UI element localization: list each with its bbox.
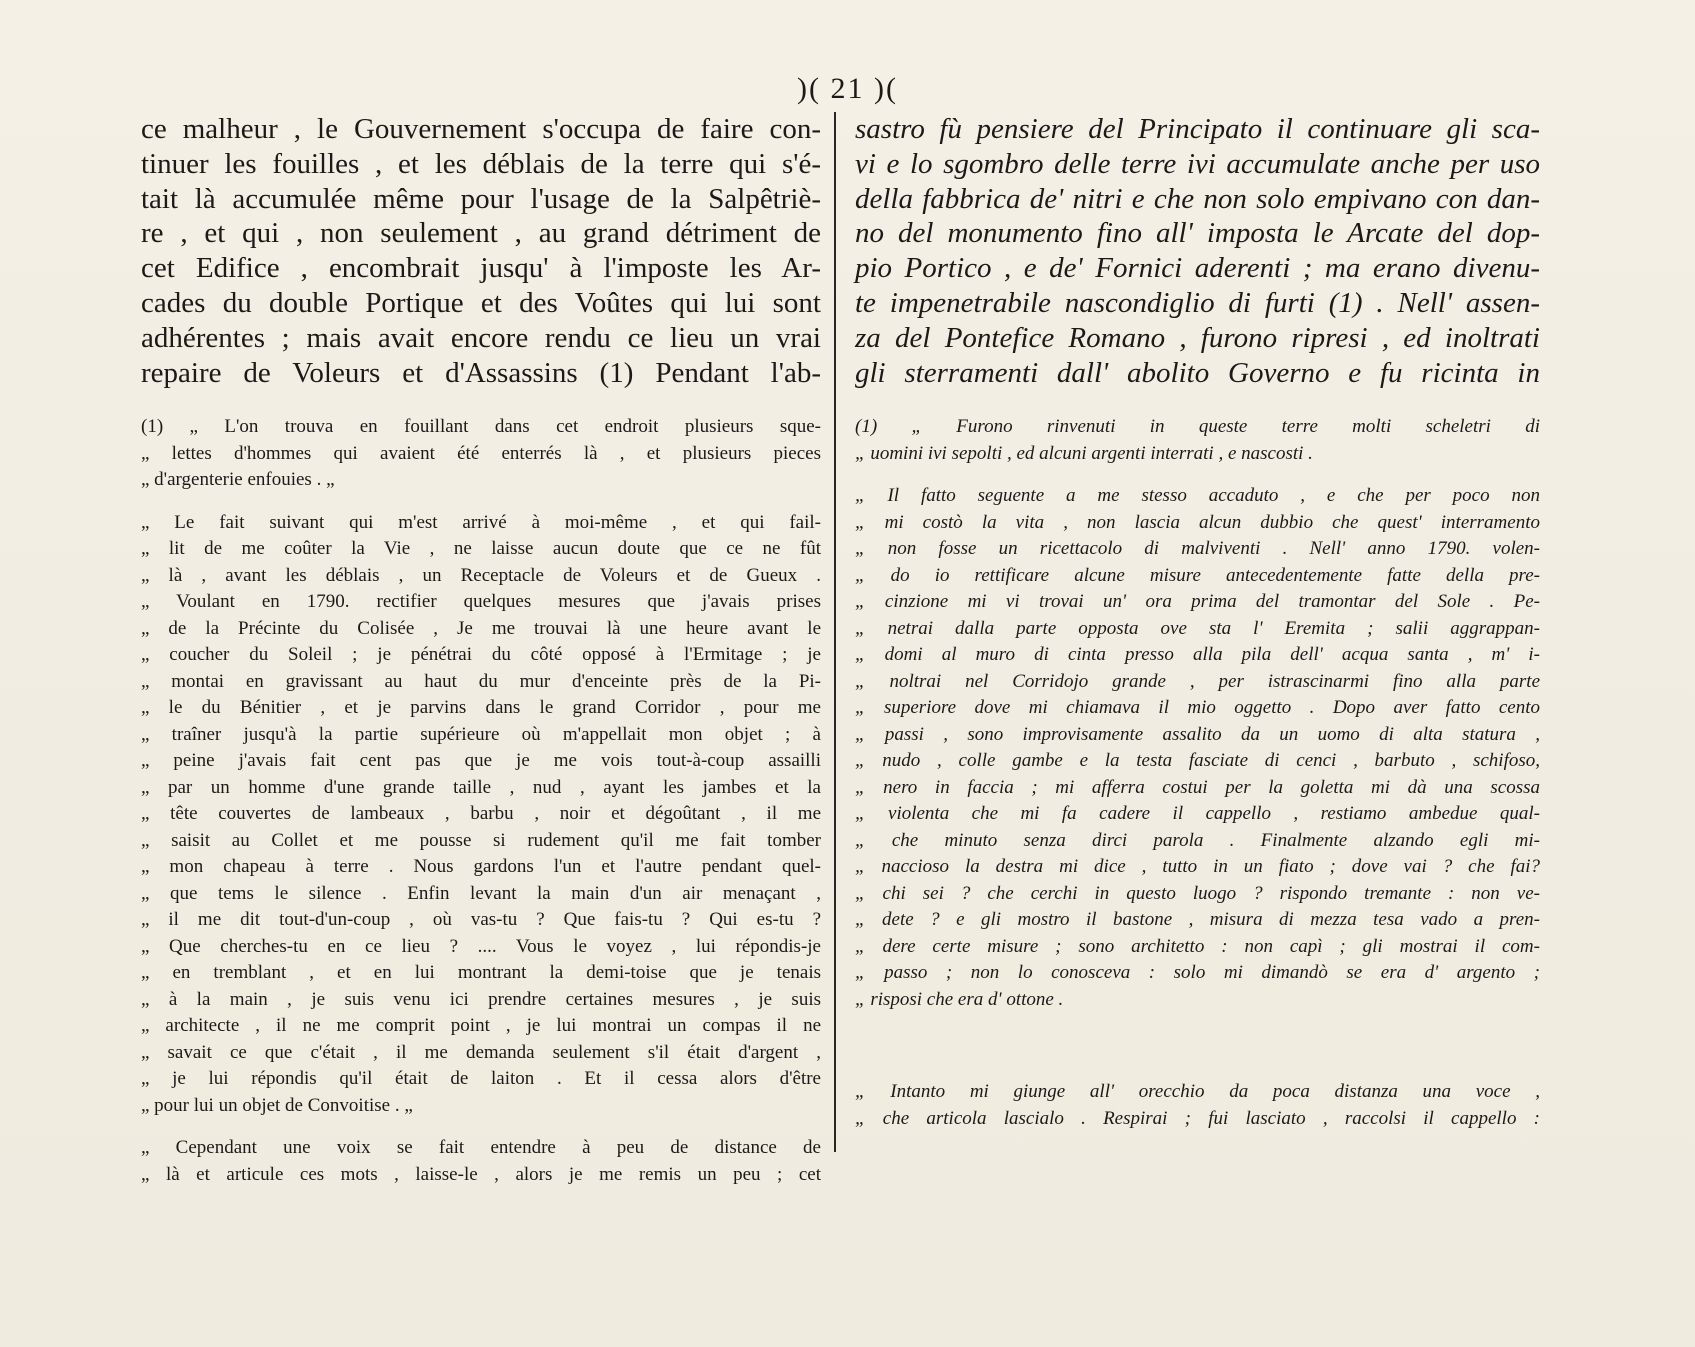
text-line: tinuer les fouilles , et les déblais de la terre qui s'é- (141, 147, 821, 180)
text-line: sastro fù pensiere del Principato il continuare gli sca- (855, 113, 1540, 145)
page-number: )( 21 )( (797, 72, 898, 105)
text-line: „ Intanto mi giunge all' orecchio da poca distanza una voce , (855, 1081, 1540, 1103)
text-line: „ le du Bénitier , et je parvins dans le grand Corridor , pour me (141, 697, 821, 719)
text-line: „ dete ? e gli mostro il bastone , misura di mezza tesa vado a pren- (855, 909, 1540, 931)
text-line: „ là et articule ces mots , laisse-le , alors je me remis un peu ; cet (141, 1163, 821, 1185)
text-line: „ non fosse un ricettacolo di malviventi . Nell' anno 1790. volen- (855, 538, 1540, 560)
text-line: „ naccioso la destra mi dice , tutto in un fiato ; dove vai ? che fai? (855, 856, 1540, 878)
text-line: te impenetrabile nascondiglio di furti (1) . Nell' assen- (855, 286, 1540, 319)
text-line: „ montai en gravissant au haut du mur d'enceinte près de la Pi- (141, 670, 821, 692)
text-line: „ saisit au Collet et me pousse si rudement qu'il me fait tomber (141, 829, 821, 851)
text-line: „ mon chapeau à terre . Nous gardons l'un et l'autre pendant quel- (141, 856, 821, 878)
text-line: „ en tremblant , et en lui montrant la demi-toise que je tenais (141, 962, 821, 984)
text-line: „ de la Précinte du Colisée , Je me trouvai là une heure avant le (141, 617, 821, 639)
text-line: „ peine j'avais fait cent pas que je me vois tout-à-coup assailli (141, 750, 821, 772)
text-line: „ Il fatto seguente a me stesso accaduto , e che per poco non (855, 485, 1540, 507)
text-line: „ lit de me coûter la Vie , ne laisse aucun doute que ce ne fût (141, 538, 821, 560)
text-line: „ uomini ivi sepolti , ed alcuni argenti interrati , e nascosti . (855, 442, 1313, 464)
text-line: „ Cependant une voix se fait entendre à peu de distance de (141, 1137, 821, 1159)
french-note-3 (141, 1135, 821, 1188)
text-line: ce malheur , le Gouvernement s'occupa de faire con- (141, 113, 821, 145)
french-note-2 (141, 510, 821, 1120)
text-line: „ pour lui un objet de Convoitise . „ (141, 1094, 413, 1116)
text-line: „ netrai dalla parte opposta ove sta l' Eremita ; salii aggrappan- (855, 617, 1540, 639)
text-line: „ che minuto senza dirci parola . Finalmente alzando egli mi- (855, 829, 1540, 851)
text-line: re , et qui , non seulement , au grand détriment de (141, 217, 821, 250)
italian-main-text (855, 112, 1540, 390)
text-line: repaire de Voleurs et d'Assassins (1) Pendant l'ab- (141, 356, 821, 389)
text-line: „ cinzione mi vi trovai un' ora prima del tramontar del Sole . Pe- (855, 591, 1540, 613)
french-column (141, 112, 821, 1188)
french-footnotes (141, 414, 821, 1188)
text-line: „ mi costò la vita , non lascia alcun dubbio che quest' interramento (855, 511, 1540, 533)
text-line: cet Edifice , encombrait jusqu' à l'imposte les Ar- (141, 252, 821, 285)
text-line: „ domi al muro di cinta presso alla pila dell' acqua santa , m' i- (855, 644, 1540, 666)
text-line: no del monumento fino all' imposta le Arcate del dop- (855, 217, 1540, 250)
text-line: „ violenta che mi fa cadere il cappello , restiamo ambedue qual- (855, 803, 1540, 825)
text-line: „ coucher du Soleil ; je pénétrai du côté opposé à l'Ermitage ; je (141, 644, 821, 666)
text-line: „ par un homme d'une grande taille , nud , ayant les jambes et la (141, 776, 821, 798)
text-line: adhérentes ; mais avait encore rendu ce lieu un vrai (141, 321, 821, 354)
text-line: „ que tems le silence . Enfin levant la main d'un air menaçant , (141, 882, 821, 904)
text-line: (1) „ L'on trouva en fouillant dans cet endroit plusieurs sque- (141, 416, 821, 438)
text-line: „ dere certe misure ; sono architetto : non capì ; gli mostrai il com- (855, 935, 1540, 957)
italian-footnotes (855, 414, 1540, 1132)
column-divider (834, 112, 836, 1152)
text-line: „ do io rettificare alcune misure antecedentemente fatte della pre- (855, 564, 1540, 586)
text-line: „ lettes d'hommes qui avaient été enterrés là , et plusieurs pieces (141, 442, 821, 464)
italian-note-1 (855, 414, 1540, 467)
text-line: (1) „ Furono rinvenuti in queste terre molti scheletri di (855, 416, 1540, 438)
text-line: „ Le fait suivant qui m'est arrivé à moi-même , et qui fail- (141, 511, 821, 533)
text-line: „ passo ; non lo conosceva : solo mi dimandò se era d' argento ; (855, 962, 1540, 984)
text-line: „ tête couvertes de lambeaux , barbu , noir et dégoûtant , il me (141, 803, 821, 825)
text-line: tait là accumulée même pour l'usage de la Salpêtriè- (141, 182, 821, 215)
italian-note-2 (855, 483, 1540, 1013)
text-line: „ risposi che era d' ottone . (855, 988, 1064, 1010)
text-line: „ superiore dove mi chiamava il mio oggetto . Dopo aver fatto cento (855, 697, 1540, 719)
text-line: „ à la main , je suis venu ici prendre certaines mesures , je suis (141, 988, 821, 1010)
text-line: „ Voulant en 1790. rectifier quelques mesures que j'avais prises (141, 591, 821, 613)
text-line: „ che articola lascialo . Respirai ; fui lasciato , raccolsi il cappello : (855, 1107, 1540, 1129)
text-line: pio Portico , e de' Fornici aderenti ; ma erano divenu- (855, 252, 1540, 285)
text-line: „ architecte , il ne me comprit point , je lui montrai un compas il ne (141, 1015, 821, 1037)
text-line: „ passi , sono improvisamente assalito da un uomo di alta statura , (855, 723, 1540, 745)
text-line: „ d'argenterie enfouies . „ (141, 469, 335, 491)
text-line: „ traîner jusqu'à la partie supérieure où m'appellait mon objet ; à (141, 723, 821, 745)
text-line: „ savait ce que c'était , il me demanda seulement s'il était d'argent , (141, 1041, 821, 1063)
text-line: gli sterramenti dall' abolito Governo e fu ricinta in (855, 356, 1540, 389)
text-line: cades du double Portique et des Voûtes qui lui sont (141, 286, 821, 319)
text-line: „ Que cherches-tu en ce lieu ? .... Vous le voyez , lui répondis-je (141, 935, 821, 957)
text-line: „ nudo , colle gambe e la testa fasciate di cenci , barbuto , schifoso, (855, 750, 1540, 772)
text-line: „ je lui répondis qu'il était de laiton . Et il cessa alors d'être (141, 1068, 821, 1090)
text-line: „ il me dit tout-d'un-coup , où vas-tu ? Que fais-tu ? Qui es-tu ? (141, 909, 821, 931)
italian-column (855, 112, 1540, 1132)
text-line: della fabbrica de' nitri e che non solo empivano con dan- (855, 182, 1540, 215)
text-line: „ chi sei ? che cerchi in questo luogo ? rispondo tremante : non ve- (855, 882, 1540, 904)
text-line: „ nero in faccia ; mi afferra costui per la goletta mi dà una scossa (855, 776, 1540, 798)
french-main-text (141, 112, 821, 390)
italian-note-3 (855, 1079, 1540, 1132)
text-line: „ là , avant les déblais , un Receptacle de Voleurs et de Gueux . (141, 564, 821, 586)
text-line: „ noltrai nel Corridojo grande , per istrascinarmi fino alla parte (855, 670, 1540, 692)
text-line: za del Pontefice Romano , furono ripresi , ed inoltrati (855, 321, 1540, 354)
text-line: vi e lo sgombro delle terre ivi accumulate anche per uso (855, 147, 1540, 180)
french-note-1 (141, 414, 821, 494)
